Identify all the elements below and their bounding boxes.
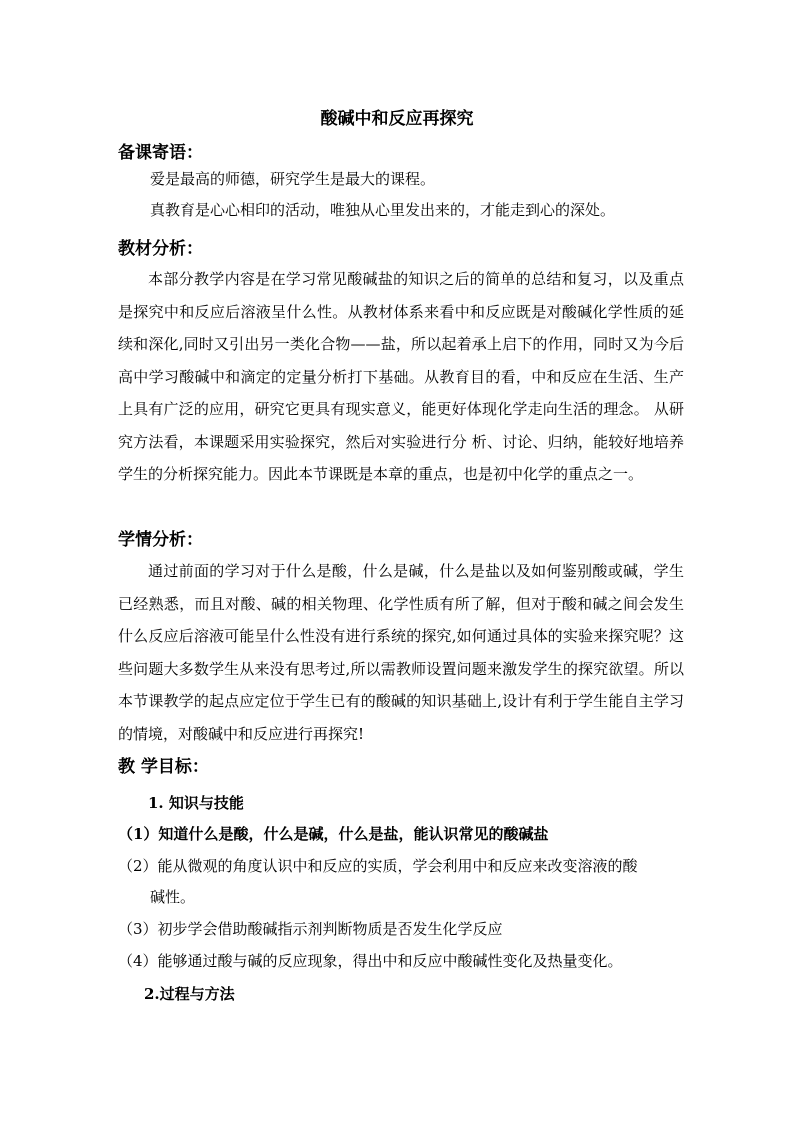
students-heading: 学情分析：	[118, 530, 203, 550]
goal-item-2: （2）能从微观的角度认识中和反应的实质，学会利用中和反应来改变溶液的酸	[118, 857, 638, 875]
prep-line-2: 真教育是心心相印的活动，唯独从心里发出来的，才能走到心的深处。	[150, 201, 616, 219]
prep-line-1: 爱是最高的师德，研究学生是最大的课程。	[150, 170, 436, 188]
document-title: 酸碱中和反应再探究	[320, 109, 474, 129]
goal-item-3: （3）初步学会借助酸碱指示剂判断物质是否发生化学反应	[118, 920, 503, 938]
students-paragraph: 通过前面的学习对于什么是酸，什么是碱，什么是盐以及如何鉴别酸或碱，学生已经熟悉，而且对酸、碱的相关物理、化学性质有所了解，但对于酸和碱之间会发生什么反应后溶液可能呈什么性没有进行系统的探究,如何通过具体的实验来探究呢？这些问题大多数学生从来没有思考过,所以需教师设置问题来激发学生的探究欲望。所以本节课教学的起点应定位于学生已有的酸碱的知识基础上,设计有利于学生能自主学习的情境，对酸碱中和反应进行再探究!	[118, 562, 684, 743]
material-paragraph: 本部分教学内容是在学习常见酸碱盐的知识之后的简单的总结和复习，以及重点是探究中和反应后溶液呈什么性。从教材体系来看中和反应既是对酸碱化学性质的延续和深化,同时又引出另一类化合物——盐，所以起着承上启下的作用，同时又为今后高中学习酸碱中和滴定的定量分析打下基础。从教育目的看，中和反应在生活、生产上具有广泛的应用，研究它更具有现实意义，能更好体现化学走向生活的理念。 从研究方法看，本课题采用实验探究，然后对实验进行分 析、讨论、归纳，能较好地培养学生的分析探究能力。因此本节课既是本章的重点，也是初中化学的重点之一。	[118, 270, 684, 483]
goal-item-1: （1）知道什么是酸，什么是碱，什么是盐，能认识常见的酸碱盐	[118, 825, 549, 843]
goal-item-2-cont: 碱性。	[150, 888, 196, 906]
goal-item-4: （4）能够通过酸与碱的反应现象，得出中和反应中酸碱性变化及热量变化。	[118, 952, 623, 970]
goals-heading: 教 学目标：	[118, 757, 209, 777]
goals-section-2: 2.过程与方法	[144, 985, 235, 1003]
material-heading: 教材分析：	[118, 239, 203, 259]
goals-section-1: 1. 知识与技能	[148, 794, 244, 812]
prep-heading: 备课寄语：	[118, 143, 203, 163]
